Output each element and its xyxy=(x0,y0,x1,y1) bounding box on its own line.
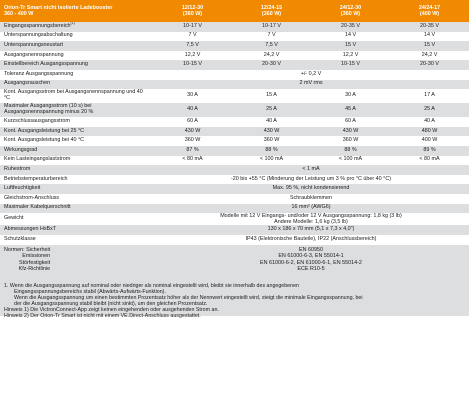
hint-2: Hinweis 2) Der Orion-Tr Smart ist nicht mit einem VE.Direct-Anschluss ausgestattet. xyxy=(4,313,201,320)
table-row: Maximaler Ausgangsstrom (10 s) bei Ausgangsnennspannung minus 20 % 40 A 25 A 45 A 25 A xyxy=(0,103,469,117)
table-row: Abmessungen HxBxT 130 x 186 x 70 mm (5,1 x 7,3 x 4,0") xyxy=(0,225,469,235)
standards-row xyxy=(0,245,469,280)
table-row: Wirkungsgrad 87 % 88 % 88 % 89 % xyxy=(0,146,469,156)
table-row: Gewicht Modelle mit 12 V Eingangs- und/oder 12 V Ausgangsspannung: 1,8 kg (3 lb) Andere Modelle: 1,6 kg (3,5 lb) xyxy=(0,213,469,225)
table-row: Kont. Ausgangsleistung bei 25 °C 430 W 430 W 430 W 480 W xyxy=(0,127,469,137)
table-row: Kurzschlussausgangsstrom 60 A 40 A 60 A 40 A xyxy=(0,117,469,127)
table-row: Unterspannungsabschaltung 7 V 7 V 14 V 14 V xyxy=(0,32,469,42)
table-row: Maximaler Kabelquerschnitt 16 mm² (AWG6) xyxy=(0,204,469,214)
footnote-1: 1. Wenn die Ausgangsspannung auf nominal oder niedriger als nominal eingestellt wird, bleibt sie innerhalb des angegebenen xyxy=(4,282,299,289)
table-row: Toleranz Ausgangsspannung +/- 0,2 V xyxy=(0,70,469,80)
standards-labels: Normen: Sicherheit Emissionen Störfestigkeit Kfz-Richtlinie xyxy=(4,246,51,273)
table-row: Ausgangsnennspannung 12,2 V 24,2 V 12,2 V 24,2 V xyxy=(0,51,469,61)
footnotes: 1. Wenn die Ausgangsspannung auf nominal oder niedriger als nominal eingestellt wird, bleibt sie innerhalb des angegebenen Eingangsspannungsbereichs stabil (Abwärts-Aufwärts-Funktion). Wenn die Ausgangsspannung um einen bestimmten Prozentsatz höher als der Nennwert eingestellt wird, steigt die minimale Eingangsspannung, bei der die Ausgangsspannung stabil bleibt (nicht sinkt), um den gleichen Prozentsatz. Hinweis 1) Die VictronConnect-App zeigt keinen eingehenden oder ausgehenden Strom an. Hinweis 2) Der Orion-Tr Smart ist nicht mit einem VE.Direct-Anschluss ausgestattet. xyxy=(0,280,469,316)
standards-values: EN 60950 EN 61000-6-3, EN 55014-1 EN 61000-6-2, EN 61000-6-1, EN 55014-2 ECE R10-5 xyxy=(260,246,362,273)
table-row: Einstellbereich Ausgangsspannung 10-15 V 20-30 V 10-15 V 20-30 V xyxy=(0,60,469,70)
hint-1: Hinweis 1) Die VictronConnect-App zeigt keinen eingehenden oder ausgehenden Strom an. xyxy=(4,307,219,314)
table-row: Schutzklasse IP43 (Elektronische Bauteile), IP22 (Anschlussbereich) xyxy=(0,235,469,245)
table-row: Luftfeuchtigkeit Max. 95 %, nicht kondensierend xyxy=(0,184,469,194)
table-row: Eingangsspannungsbereich$^{(1)}$ 10-17 V 10-17 V 20-35 V 20-35 V xyxy=(0,22,469,32)
product-title-line2: 360 - 400 W xyxy=(4,11,34,17)
model-header: 12/12-30 (360 W) xyxy=(181,4,204,17)
footnote-mark: (1) xyxy=(70,22,75,26)
table-row: Ruhestrom < 1 mA xyxy=(0,165,469,175)
model-header: 12/24-15 (360 W) xyxy=(260,4,283,17)
product-title xyxy=(0,0,153,22)
table-row: Gleichstrom-Anschluss Schraubklemmen xyxy=(0,194,469,204)
model-header: 24/24-17 (400 W) xyxy=(418,4,441,17)
table-row: Kont. Ausgangsleistung bei 40 °C 360 W 360 W 360 W 400 W xyxy=(0,136,469,146)
table-row: Betriebstemperaturbereich -20 bis +55 °C (Minderung der Leistung um 3 % pro °C über 40 °C) xyxy=(0,175,469,185)
table-header xyxy=(0,0,469,22)
table-row: Ausgangsrauschen 2 mV rms xyxy=(0,80,469,90)
table-row: Unterspannungsneustart 7,5 V 7,5 V 15 V 15 V xyxy=(0,41,469,51)
model-header: 24/12-30 (360 W) xyxy=(339,4,362,17)
table-row: Kein Lasteingangslaststrom < 80 mA < 100 mA < 100 mA < 80 mA xyxy=(0,156,469,166)
product-title-line1: Orion-Tr Smart nicht isolierte Ladebooster xyxy=(4,4,113,11)
table-row: Kont. Ausgangsstrom bei Ausgangsnennspannung und 40 °C 30 A 15 A 30 A 17 A xyxy=(0,89,469,103)
